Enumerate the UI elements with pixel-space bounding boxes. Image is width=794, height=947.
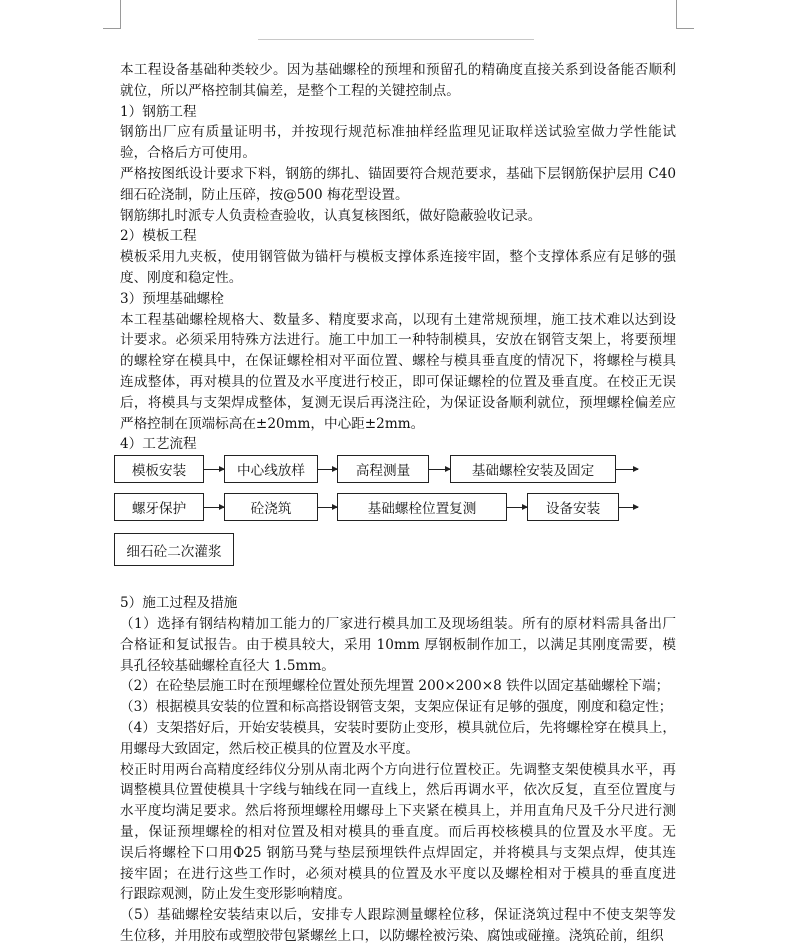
flow-arrow — [204, 469, 224, 470]
flow-arrow — [619, 507, 638, 508]
text-line: 就位，所以严格控制其偏差，是整个工程的关键控制点。 — [120, 82, 460, 99]
text-line: 2）模板工程 — [120, 228, 197, 245]
text-line: 合格证和复试报告。由于模具较大，采用 10mm 厚钢板制作加工，以满足其刚度需要，模 — [120, 636, 676, 653]
text-line: 的螺栓穿在模具中，在保证螺栓相对平面位置、螺栓与模具垂直度的情况下，将螺栓与模具 — [120, 353, 676, 370]
process-flowchart — [120, 455, 676, 593]
text-line: 本工程基础螺栓规格大、数量多、精度要求高，以现有土建常规预埋，施工技术难以达到设 — [120, 311, 676, 328]
text-line: 生位移，并用胶布或塑胶带包紧螺丝上口，以防螺栓被污染、腐蚀或碰撞。浇筑砼前，组织 — [120, 927, 664, 944]
text-line: 本工程设备基础种类较少。因为基础螺栓的预埋和预留孔的精确度直接关系到设备能否顺利 — [120, 62, 676, 78]
flow-arrow — [429, 469, 450, 470]
text-line: 行跟踪观测，防止发生变形影响精度。 — [120, 886, 352, 903]
flow-step-box: 螺牙保护 — [114, 493, 204, 521]
flow-arrow — [507, 507, 527, 508]
text-line: 钢筋绑扎时派专人负责检查验收，认真复核图纸，做好隐蔽验收记录。 — [120, 207, 542, 224]
text-line: （5）基础螺栓安装结束以后，安排专人跟踪测量螺栓位移，保证浇筑过程中不使支架等发 — [120, 907, 676, 924]
text-line: （1）选择有钢结构精加工能力的厂家进行模具加工及现场组装。所有的原材料需具备出厂 — [120, 615, 676, 632]
flow-step-box: 设备安装 — [527, 493, 619, 521]
text-line: 钢筋出厂应有质量证明书，并按现行规范标准抽样经监理见证取样送试验室做力学性能试 — [120, 124, 676, 141]
text-line: 连成整体，再对模具的位置及水平度进行校正，即可保证螺栓的位置及垂直度。在校正无误 — [120, 373, 676, 390]
text-line: 验，合格后方可使用。 — [120, 145, 256, 162]
flow-arrow — [204, 507, 224, 508]
flow-step-box: 砼浇筑 — [224, 493, 318, 521]
text-line: 接牢固；在进行这些工作时，必须对模具的位置及水平度以及螺栓相对于模具的垂直度进 — [120, 865, 676, 882]
document-body — [120, 60, 676, 947]
text-line: 细石砼浇制，防止压碎，按@500 梅花型设置。 — [120, 186, 409, 203]
text-line: 量，保证预埋螺栓的相对位置及相对模具的垂直度。而后再校核模具的位置及水平度。无 — [120, 823, 676, 840]
text-line: 后，将模具与支架焊成整体，复测无误后再浇注砼，为保证设备顺利就位，预埋螺栓偏差应 — [120, 394, 676, 411]
flow-step-box: 基础螺栓安装及固定 — [450, 455, 616, 483]
text-line: 5）施工过程及措施 — [120, 595, 238, 612]
text-line: 1）钢筋工程 — [120, 103, 197, 120]
text-line: 水平度均满足要求。然后将预埋螺栓用螺母上下夹紧在模具上，并用直角尺及千分尺进行测 — [120, 803, 676, 820]
flow-step-box: 中心线放样 — [224, 455, 318, 483]
flow-arrow — [318, 507, 337, 508]
text-line: 用螺母大致固定，然后校正模具的位置及水平度。 — [120, 740, 420, 757]
flow-step-box: 细石砼二次灌浆 — [114, 533, 234, 566]
body-text-upper — [120, 60, 676, 455]
flow-step-box: 模板安装 — [114, 455, 204, 483]
header-rule — [258, 39, 534, 40]
text-line: 调整模具位置使模具十字线与轴线在同一直线上，然后再调水平，依次反复，直至位置度与 — [120, 782, 676, 799]
text-line: （4）支架搭好后，开始安装模具，安装时要防止变形，模具就位后，先将螺栓穿在模具上， — [120, 719, 676, 736]
flow-step-box: 高程测量 — [337, 455, 429, 483]
flow-arrow — [616, 469, 638, 470]
text-line: 校正时用两台高精度经纬仪分别从南北两个方向进行位置校正。先调整支架使模具水平，再 — [120, 761, 676, 778]
page-corner-mark-right — [676, 0, 694, 29]
text-line: 模板采用九夹板，使用钢管做为锚杆与模板支撑体系连接牢固，整个支撑体系应有足够的强 — [120, 249, 676, 266]
text-line: 严格按图纸设计要求下料，钢筋的绑扎、锚固要符合规范要求，基础下层钢筋保护层用 C40 — [120, 165, 676, 182]
text-line: （3）根据模具安装的位置和标高搭设钢管支架，支架应保证有足够的强度，刚度和稳定性； — [120, 699, 673, 716]
text-line: 4）工艺流程 — [120, 436, 197, 453]
text-line: 度、刚度和稳定性。 — [120, 269, 243, 286]
text-line: 严格控制在顶端标高在±20mm，中心距±2mm。 — [120, 415, 425, 432]
flow-arrow — [318, 469, 337, 470]
text-line: 具孔径较基础螺栓直径大 1.5mm。 — [120, 657, 335, 674]
body-text-lower — [120, 593, 676, 947]
page-corner-mark-left — [103, 0, 121, 29]
text-line: 3）预埋基础螺栓 — [120, 290, 224, 307]
text-line: 计要求。必须采用特殊方法进行。施工中加工一种特制模具，安放在钢管支架上，将要预埋 — [120, 332, 676, 349]
text-line: （2）在砼垫层施工时在预埋螺栓位置处预先埋置 200×200×8 铁件以固定基础螺栓下端； — [120, 678, 670, 695]
flow-step-box: 基础螺栓位置复测 — [337, 493, 507, 521]
text-line: 误后将螺栓下口用Φ25 钢筋马凳与垫层预埋铁件点焊固定，并将模具与支架点焊，使其连 — [120, 844, 676, 861]
